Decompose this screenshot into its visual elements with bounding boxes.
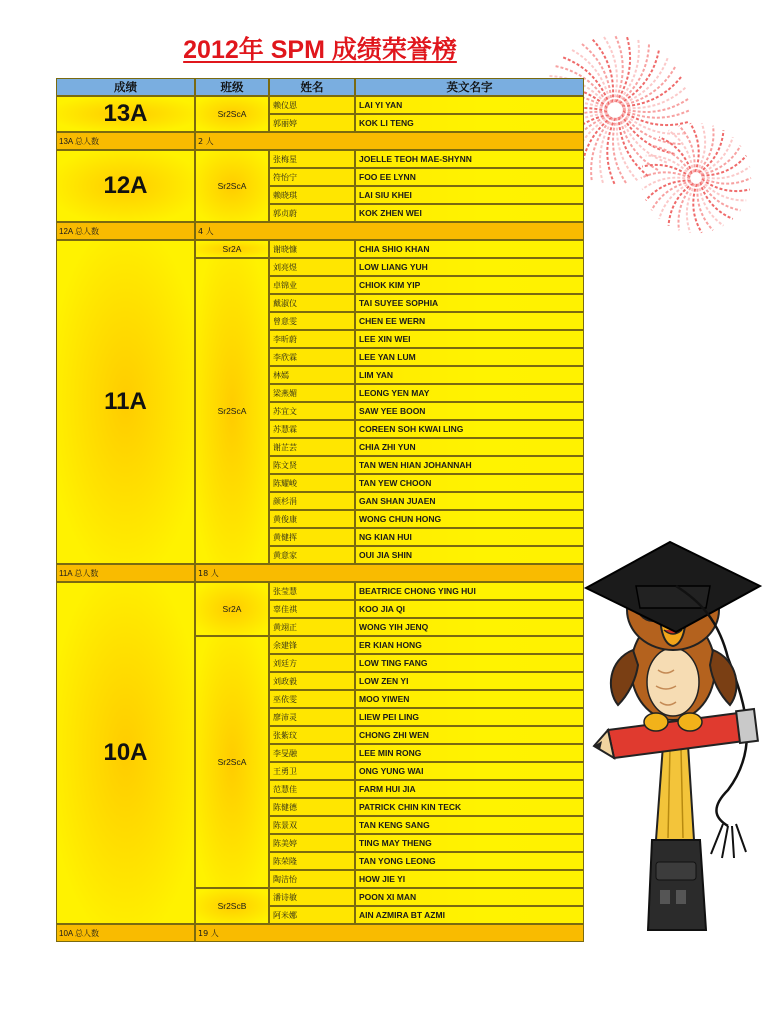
- student-name-cn: 林嫣: [269, 366, 355, 384]
- header-grade: 成绩: [56, 78, 195, 96]
- student-name-en: LEE MIN RONG: [355, 744, 584, 762]
- student-name-en: JOELLE TEOH MAE-SHYNN: [355, 150, 584, 168]
- table-grid: [56, 78, 584, 942]
- grade-cell: 13A: [56, 96, 195, 132]
- student-name-cn: 李旻融: [269, 744, 355, 762]
- student-name-cn: 赖晓琪: [269, 186, 355, 204]
- student-name-cn: 黄意家: [269, 546, 355, 564]
- student-name-en: LAI YI YAN: [355, 96, 584, 114]
- page-title: 2012年 SPM 成绩荣誉榜: [183, 36, 457, 64]
- header-name-en: 英文名字: [355, 78, 584, 96]
- student-name-en: TAN YEW CHOON: [355, 474, 584, 492]
- header-name-cn: 姓名: [269, 78, 355, 96]
- header-class: 班级: [195, 78, 269, 96]
- student-name-cn: 谢晓慷: [269, 240, 355, 258]
- summary-label: 10A 总人数: [56, 924, 195, 942]
- student-name-en: WONG YIH JENQ: [355, 618, 584, 636]
- student-name-en: KOK ZHEN WEI: [355, 204, 584, 222]
- student-name-en: KOK LI TENG: [355, 114, 584, 132]
- summary-count: 2 人: [195, 132, 584, 150]
- student-name-en: WONG CHUN HONG: [355, 510, 584, 528]
- student-name-cn: 李欣霖: [269, 348, 355, 366]
- student-name-cn: 张莹慧: [269, 582, 355, 600]
- student-name-en: LIEW PEI LING: [355, 708, 584, 726]
- summary-count: 4 人: [195, 222, 584, 240]
- student-name-cn: 李昕蔚: [269, 330, 355, 348]
- student-name-cn: 符怡宁: [269, 168, 355, 186]
- student-name-en: TAN WEN HIAN JOHANNAH: [355, 456, 584, 474]
- student-name-en: LOW TING FANG: [355, 654, 584, 672]
- student-name-en: CHIA ZHI YUN: [355, 438, 584, 456]
- student-name-en: POON XI MAN: [355, 888, 584, 906]
- student-name-en: FARM HUI JIA: [355, 780, 584, 798]
- student-name-en: CHONG ZHI WEN: [355, 726, 584, 744]
- student-name-cn: 辜佳祺: [269, 600, 355, 618]
- summary-label: 11A 总人数: [56, 564, 195, 582]
- student-name-cn: 戴淑仪: [269, 294, 355, 312]
- class-cell: Sr2ScB: [195, 888, 269, 924]
- grade-cell: 12A: [56, 150, 195, 222]
- student-name-cn: 范慧佳: [269, 780, 355, 798]
- student-name-en: LOW LIANG YUH: [355, 258, 584, 276]
- student-name-cn: 赖仪恩: [269, 96, 355, 114]
- student-name-cn: 廖沛灵: [269, 708, 355, 726]
- student-name-cn: 陈文贤: [269, 456, 355, 474]
- student-name-cn: 陈耀峻: [269, 474, 355, 492]
- student-name-cn: 黄翊正: [269, 618, 355, 636]
- summary-label: 13A 总人数: [56, 132, 195, 150]
- student-name-en: COREEN SOH KWAI LING: [355, 420, 584, 438]
- class-cell: Sr2ScA: [195, 636, 269, 888]
- student-name-en: OUI JIA SHIN: [355, 546, 584, 564]
- student-name-en: BEATRICE CHONG YING HUI: [355, 582, 584, 600]
- student-name-cn: 谢芷芸: [269, 438, 355, 456]
- student-name-en: CHIA SHIO KHAN: [355, 240, 584, 258]
- student-name-en: TAN KENG SANG: [355, 816, 584, 834]
- student-name-cn: 刘政毅: [269, 672, 355, 690]
- student-name-en: PATRICK CHIN KIN TECK: [355, 798, 584, 816]
- student-name-cn: 曾意雯: [269, 312, 355, 330]
- student-name-en: LEE XIN WEI: [355, 330, 584, 348]
- student-name-cn: 潘诗敏: [269, 888, 355, 906]
- student-name-en: CHEN EE WERN: [355, 312, 584, 330]
- class-cell: Sr2ScA: [195, 96, 269, 132]
- student-name-en: TING MAY THENG: [355, 834, 584, 852]
- student-name-cn: 刘廷方: [269, 654, 355, 672]
- student-name-cn: 苏宜文: [269, 402, 355, 420]
- student-name-en: LOW ZEN YI: [355, 672, 584, 690]
- student-name-en: SAW YEE BOON: [355, 402, 584, 420]
- student-name-cn: 苏慧霖: [269, 420, 355, 438]
- student-name-cn: 黄健挥: [269, 528, 355, 546]
- summary-count: 19 人: [195, 924, 584, 942]
- student-name-cn: 陈健德: [269, 798, 355, 816]
- student-name-cn: 黄俊康: [269, 510, 355, 528]
- student-name-en: CHIOK KIM YIP: [355, 276, 584, 294]
- student-name-en: KOO JIA QI: [355, 600, 584, 618]
- class-cell: Sr2A: [195, 240, 269, 258]
- student-name-cn: 梁燕媚: [269, 384, 355, 402]
- student-name-en: ONG YUNG WAI: [355, 762, 584, 780]
- student-name-cn: 王勇卫: [269, 762, 355, 780]
- student-name-en: LIM YAN: [355, 366, 584, 384]
- honor-roll-table: [56, 78, 584, 943]
- student-name-en: LEONG YEN MAY: [355, 384, 584, 402]
- student-name-en: TAN YONG LEONG: [355, 852, 584, 870]
- student-name-en: GAN SHAN JUAEN: [355, 492, 584, 510]
- student-name-cn: 颜杉涓: [269, 492, 355, 510]
- class-cell: Sr2A: [195, 582, 269, 636]
- student-name-cn: 卓锦业: [269, 276, 355, 294]
- student-name-en: HOW JIE YI: [355, 870, 584, 888]
- class-cell: Sr2ScA: [195, 150, 269, 222]
- student-name-cn: 张梅星: [269, 150, 355, 168]
- grade-cell: 11A: [56, 240, 195, 564]
- student-name-cn: 陈美婷: [269, 834, 355, 852]
- class-cell: Sr2ScA: [195, 258, 269, 564]
- student-name-cn: 阿米娜: [269, 906, 355, 924]
- summary-label: 12A 总人数: [56, 222, 195, 240]
- student-name-en: NG KIAN HUI: [355, 528, 584, 546]
- student-name-en: LEE YAN LUM: [355, 348, 584, 366]
- student-name-cn: 陶洁怡: [269, 870, 355, 888]
- student-name-cn: 张紫玟: [269, 726, 355, 744]
- student-name-en: LAI SIU KHEI: [355, 186, 584, 204]
- student-name-cn: 余建锋: [269, 636, 355, 654]
- student-name-en: AIN AZMIRA BT AZMI: [355, 906, 584, 924]
- student-name-cn: 陈荣隆: [269, 852, 355, 870]
- student-name-cn: 刘亮煜: [269, 258, 355, 276]
- student-name-en: FOO EE LYNN: [355, 168, 584, 186]
- student-name-cn: 郭丽婷: [269, 114, 355, 132]
- owl-graduate-on-pencil-icon: [578, 490, 768, 960]
- firework-burst-icon: [630, 118, 760, 243]
- student-name-en: MOO YIWEN: [355, 690, 584, 708]
- student-name-en: TAI SUYEE SOPHIA: [355, 294, 584, 312]
- student-name-cn: 巫依雯: [269, 690, 355, 708]
- student-name-cn: 郭贞蔚: [269, 204, 355, 222]
- summary-count: 18 人: [195, 564, 584, 582]
- student-name-en: ER KIAN HONG: [355, 636, 584, 654]
- student-name-cn: 陈景双: [269, 816, 355, 834]
- grade-cell: 10A: [56, 582, 195, 924]
